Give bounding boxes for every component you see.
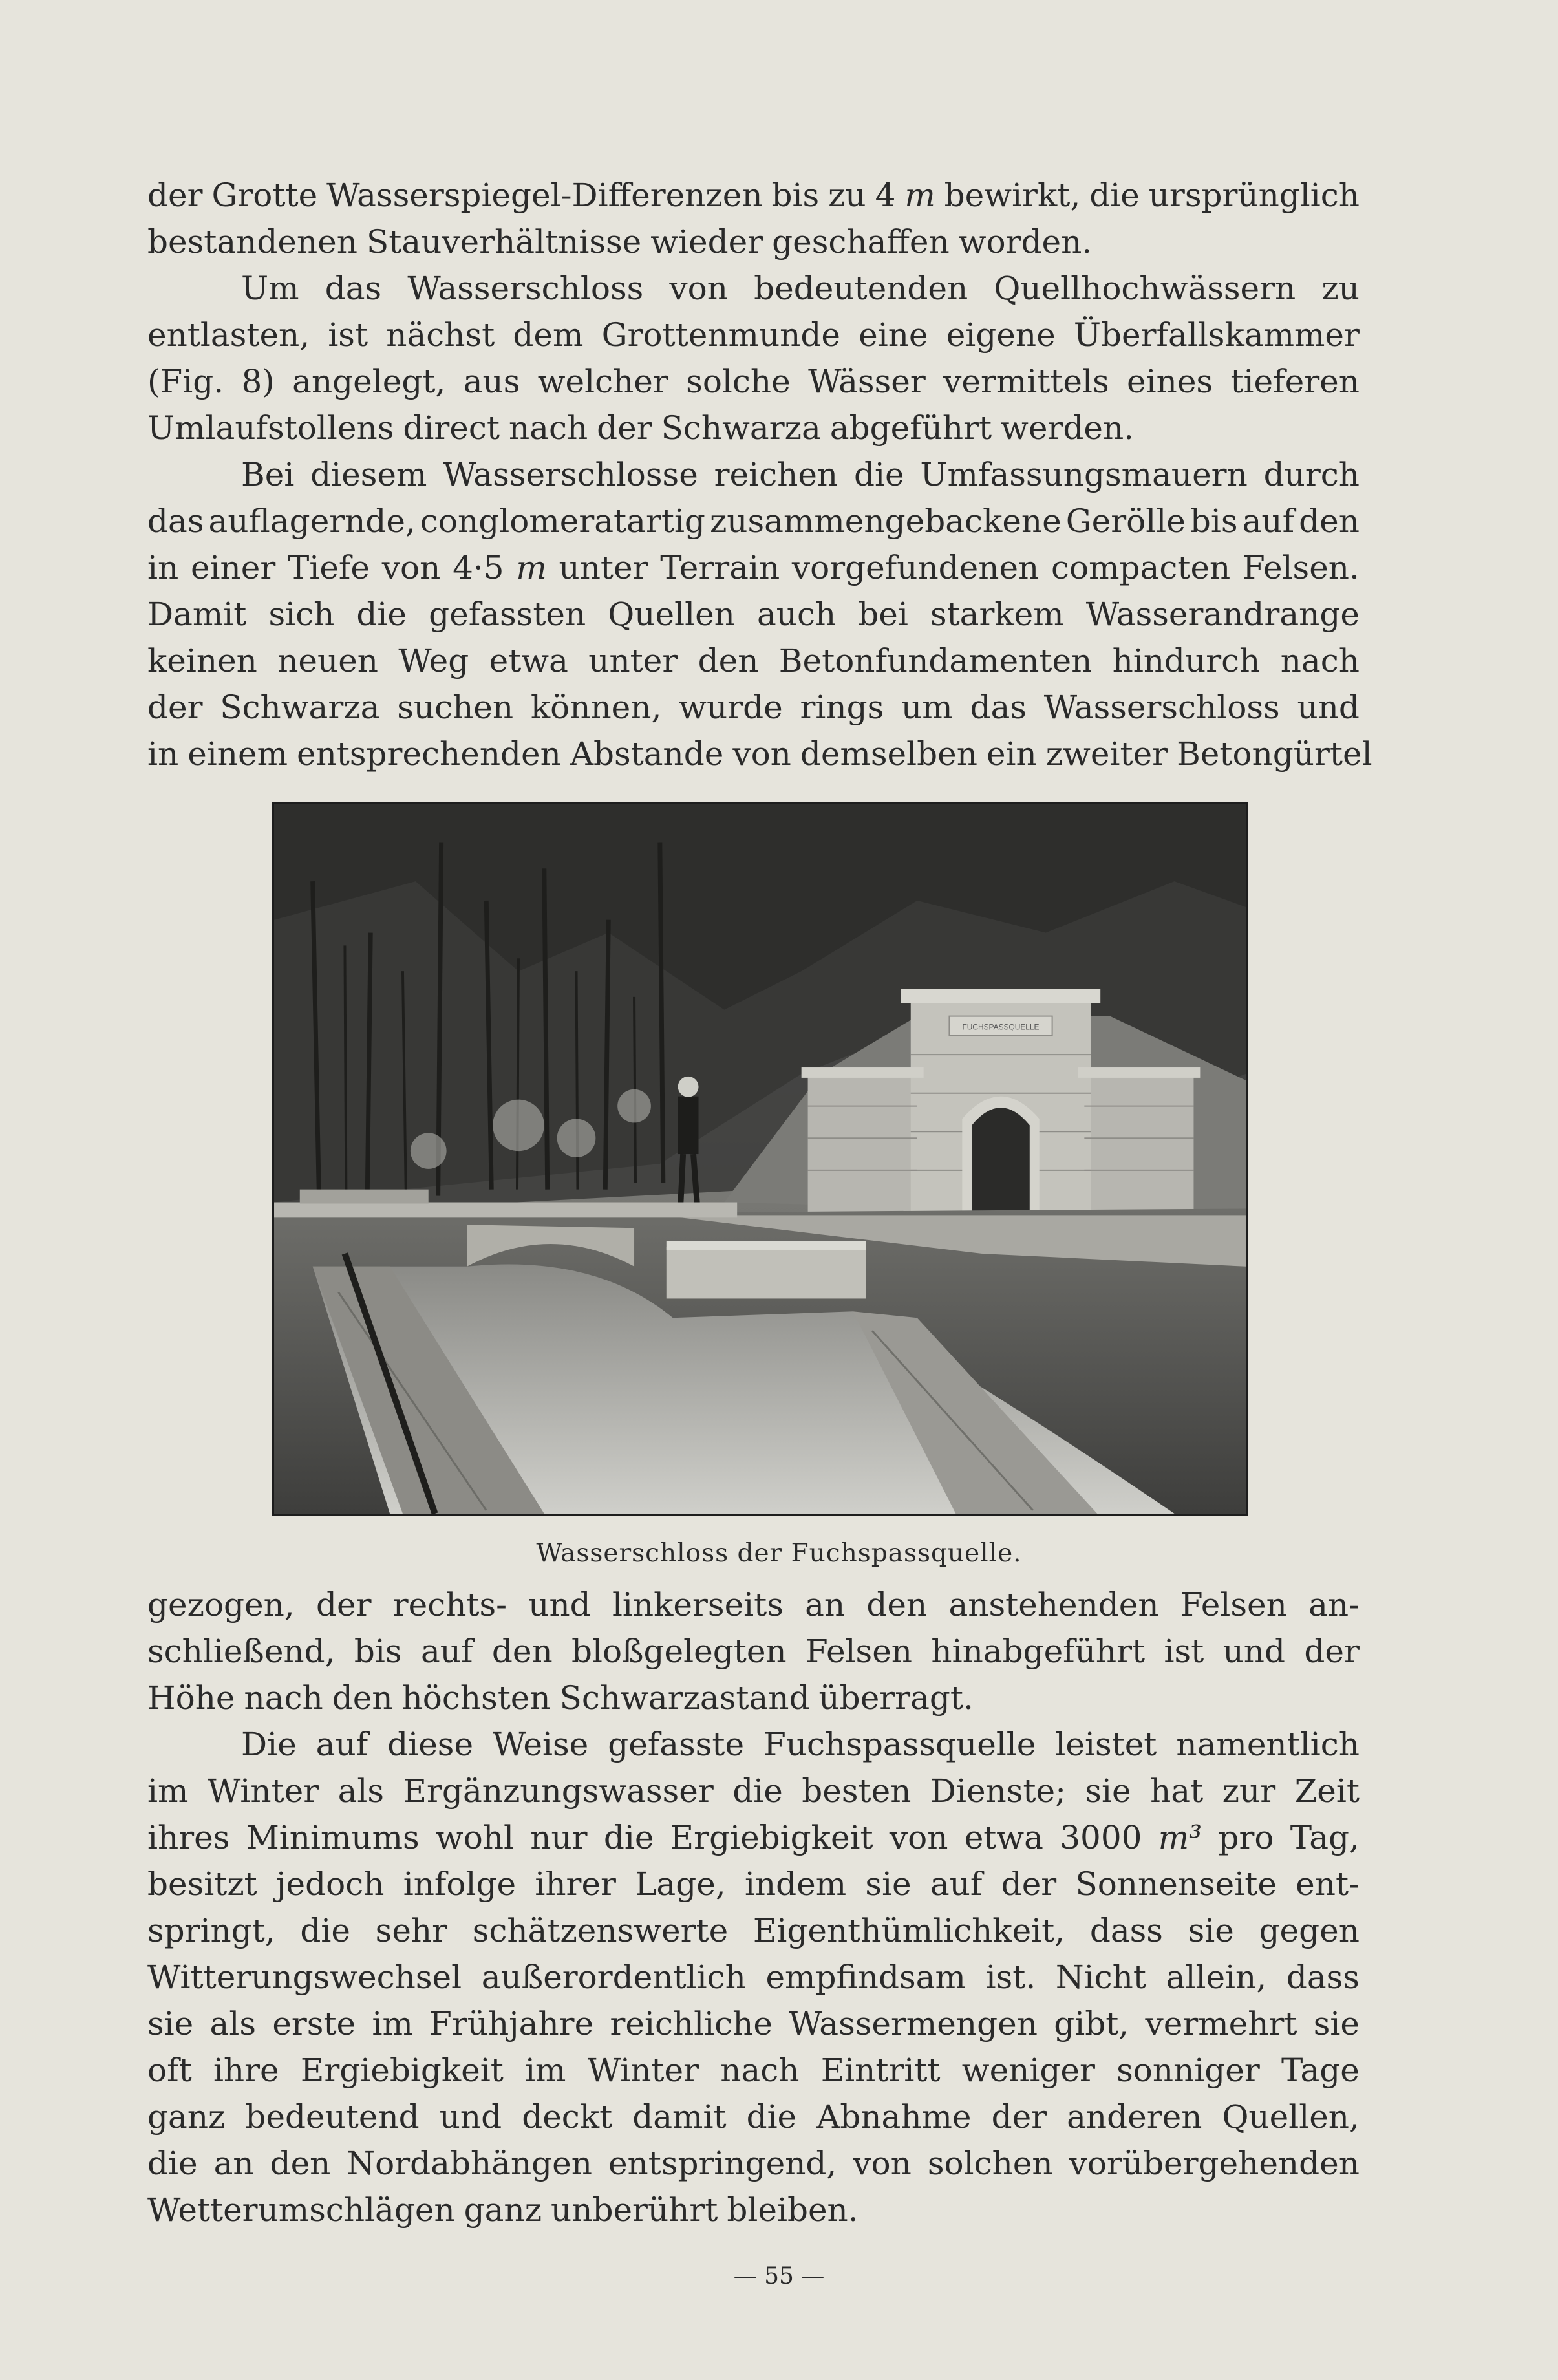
word: Zeit <box>1294 1772 1360 1810</box>
word: Schwarza <box>220 689 380 726</box>
word: wieder <box>650 223 763 261</box>
word: vorübergehenden <box>1069 2145 1360 2182</box>
word: 4·5 <box>453 549 504 586</box>
word: solche <box>686 363 791 400</box>
word: das <box>970 689 1027 726</box>
word: die <box>746 2098 797 2136</box>
word: Quellen, <box>1222 2098 1360 2136</box>
word: bloßgelegten <box>571 1633 787 1670</box>
word: sie <box>1085 1772 1131 1810</box>
word: erste <box>272 2005 356 2042</box>
word: Ergänzungswasser <box>403 1772 714 1810</box>
word: einer <box>190 549 276 586</box>
word: den <box>270 2145 331 2182</box>
word: nach <box>244 1679 323 1717</box>
word: gibt, <box>1054 2005 1129 2042</box>
word: Um <box>241 270 299 307</box>
word: Betongürtel <box>1177 735 1372 773</box>
word: eigene <box>946 316 1056 354</box>
text-line <box>147 1907 1360 1954</box>
word: damit <box>632 2098 727 2136</box>
paragraph <box>147 1581 1360 1721</box>
word: Grotte <box>211 177 318 214</box>
word: sie <box>147 2005 194 2042</box>
word: entspringend, <box>608 2145 837 2182</box>
word: dass <box>1286 1958 1360 1996</box>
word: bedeutenden <box>754 270 968 307</box>
inscription-plate: FUCHSPASSQUELLE <box>962 1022 1040 1032</box>
word: Die <box>241 1726 297 1763</box>
word: weniger <box>961 2052 1095 2089</box>
paragraph <box>147 265 1360 451</box>
word: keinen <box>147 642 257 680</box>
text-block-upper <box>147 172 1372 777</box>
word: Betonfundamenten <box>778 642 1093 680</box>
word: den <box>491 1633 553 1670</box>
text-line <box>147 498 1360 544</box>
word: von <box>669 270 728 307</box>
word: bestandenen <box>147 223 357 261</box>
word: linkerseits <box>612 1586 784 1624</box>
word: an <box>805 1586 846 1624</box>
word: sich <box>268 595 335 633</box>
text-line <box>147 312 1360 358</box>
word: sonniger <box>1116 2052 1260 2089</box>
text-line <box>147 591 1360 638</box>
word: namentlich <box>1176 1726 1360 1763</box>
word: bis <box>354 1633 402 1670</box>
word: und <box>439 2098 502 2136</box>
word: zu <box>1321 270 1360 307</box>
word: allein, <box>1166 1958 1267 1996</box>
word: Winter <box>587 2052 699 2089</box>
word: entlasten, <box>147 316 310 354</box>
word: compacten <box>1051 549 1231 586</box>
word: ihres <box>147 1819 230 1856</box>
text-line <box>147 1954 1360 2000</box>
word: bei <box>858 595 908 633</box>
word: Grottenmunde <box>601 316 840 354</box>
word: Wassermengen <box>789 2005 1038 2042</box>
word: Abstande <box>570 735 724 773</box>
page-number: — 55 — <box>733 2263 825 2289</box>
word: Witterungswechsel <box>147 1958 462 1996</box>
word: vorgefundenen <box>791 549 1040 586</box>
word: nur <box>530 1819 588 1856</box>
word: Wasserspiegel-Differenzen <box>326 177 763 214</box>
word: Schwarza <box>661 409 821 447</box>
word: nach <box>508 409 588 447</box>
word: die <box>853 456 904 493</box>
word: suchen <box>397 689 514 726</box>
word: rings <box>800 689 884 726</box>
word: und <box>1222 1633 1286 1670</box>
word: sehr <box>375 1912 448 1949</box>
word: auch <box>756 595 837 633</box>
text-line <box>147 2140 1360 2187</box>
word: Wässer <box>808 363 926 400</box>
word: hinabgeführt <box>931 1633 1146 1670</box>
word: reichen <box>714 456 838 493</box>
text-line <box>147 638 1360 684</box>
text-line <box>147 1861 1360 1907</box>
word: ganz <box>464 2191 542 2229</box>
word: den <box>866 1586 928 1624</box>
word: gefassten <box>429 595 586 633</box>
word: besten <box>802 1772 912 1810</box>
word: Tage <box>1281 2052 1360 2089</box>
word: der <box>147 689 203 726</box>
word: Felsen <box>806 1633 912 1670</box>
word: geschaffen <box>772 223 950 261</box>
word: nach <box>720 2052 800 2089</box>
word: Tag, <box>1290 1819 1360 1856</box>
word: Ergiebigkeit <box>670 1819 873 1856</box>
word: und <box>528 1586 591 1624</box>
word: Überfallskammer <box>1073 316 1360 354</box>
text-line <box>147 172 1360 219</box>
word: von <box>853 2145 912 2182</box>
word: im <box>372 2005 413 2042</box>
word: Ergiebigkeit <box>300 2052 504 2089</box>
word: abgeführt <box>829 409 992 447</box>
word: im <box>147 1772 189 1810</box>
text-line <box>147 544 1360 591</box>
word: aus <box>463 363 520 400</box>
word: solchen <box>927 2145 1053 2182</box>
word: im <box>525 2052 566 2089</box>
word: Frühjahre <box>429 2005 594 2042</box>
word: tieferen <box>1230 363 1360 400</box>
word: zweiter <box>1045 735 1168 773</box>
word: nächst <box>386 316 495 354</box>
word: bedeutend <box>245 2098 420 2136</box>
text-line <box>147 358 1360 405</box>
word: Weise <box>493 1726 589 1763</box>
text-line <box>147 1628 1360 1675</box>
word: Eigenthümlichkeit, <box>752 1912 1065 1949</box>
text-line <box>147 1814 1360 1861</box>
word: besitzt <box>147 1865 257 1903</box>
word: empfindsam <box>765 1958 966 1996</box>
word: hindurch <box>1112 642 1261 680</box>
word: ein <box>986 735 1037 773</box>
word: höchsten <box>401 1679 551 1717</box>
text-block-lower <box>147 1581 1360 2233</box>
word: sie <box>865 1865 912 1903</box>
word: Nicht <box>1055 1958 1146 1996</box>
word: auf <box>930 1865 983 1903</box>
word: Dienste; <box>930 1772 1066 1810</box>
word: Tiefe <box>287 549 370 586</box>
word: Umlaufstollens <box>147 409 394 447</box>
text-line <box>147 684 1360 731</box>
word: deckt <box>522 2098 613 2136</box>
word: leistet <box>1055 1726 1157 1763</box>
word: der <box>315 1586 372 1624</box>
word: dass <box>1089 1912 1163 1949</box>
word: springt, <box>147 1912 275 1949</box>
word: Wetterumschlägen <box>147 2191 455 2229</box>
text-line <box>147 1768 1360 1814</box>
word: der <box>147 177 203 214</box>
word: Wasserschloss <box>1043 689 1280 726</box>
word: rechts- <box>392 1586 507 1624</box>
word: eine <box>859 316 928 354</box>
word: die <box>603 1819 654 1856</box>
word: indem <box>744 1865 847 1903</box>
word: Umfassungsmauern <box>920 456 1248 493</box>
word: auf <box>1242 502 1295 540</box>
word: den <box>332 1679 393 1717</box>
word: unberührt <box>551 2191 718 2229</box>
word: Weg <box>398 642 469 680</box>
word: sie <box>1188 1912 1234 1949</box>
text-line <box>147 731 1372 777</box>
word: Winter <box>207 1772 319 1810</box>
word: und <box>1297 689 1360 726</box>
word: etwa <box>964 1819 1043 1856</box>
word: sie <box>1313 2005 1360 2042</box>
word: Schwarzastand <box>559 1679 810 1717</box>
text-line <box>147 265 1360 312</box>
word: als <box>337 1772 385 1810</box>
text-line <box>147 1721 1360 1768</box>
word: wurde <box>679 689 783 726</box>
word: gezogen, <box>147 1586 295 1624</box>
word: Felsen <box>1180 1586 1287 1624</box>
word: wohl <box>435 1819 515 1856</box>
word: Fuchspassquelle <box>763 1726 1036 1763</box>
word: gegen <box>1259 1912 1360 1949</box>
word: das <box>147 502 204 540</box>
word: Quellen <box>608 595 735 633</box>
word: nach <box>1280 642 1360 680</box>
word: vermittels <box>943 363 1109 400</box>
word: der <box>991 2098 1047 2136</box>
word: an- <box>1308 1586 1360 1624</box>
word: Höhe <box>147 1679 235 1717</box>
word: von <box>889 1819 948 1856</box>
word: werden. <box>1001 409 1135 447</box>
word: Terrain <box>660 549 780 586</box>
word: der <box>1304 1633 1360 1670</box>
word: starkem <box>930 595 1064 633</box>
text-line <box>147 2000 1360 2047</box>
word: Sonnenseite <box>1075 1865 1277 1903</box>
word: ihre <box>213 2052 279 2089</box>
word: Wasserschlosse <box>443 456 698 493</box>
word: neuen <box>277 642 379 680</box>
word: gefasste <box>608 1726 745 1763</box>
word: an <box>213 2145 254 2182</box>
word: dem <box>513 316 584 354</box>
word: Eintritt <box>820 2052 941 2089</box>
word: jedoch <box>276 1865 385 1903</box>
word: entsprechenden <box>297 735 561 773</box>
figure-photograph <box>272 802 1248 1516</box>
word: diese <box>387 1726 474 1763</box>
word: auf <box>420 1633 473 1670</box>
word: schätzenswerte <box>472 1912 729 1949</box>
word: schließend, <box>147 1633 336 1670</box>
word: der <box>1001 1865 1057 1903</box>
word: in <box>147 549 179 586</box>
text-line <box>147 405 1360 451</box>
word: das <box>325 270 382 307</box>
word: m <box>904 177 935 214</box>
word: der <box>597 409 652 447</box>
word: 3000 <box>1060 1819 1142 1856</box>
word: diesem <box>310 456 427 493</box>
word: zur <box>1222 1772 1276 1810</box>
word: die <box>300 1912 351 1949</box>
word: Abnahme <box>816 2098 972 2136</box>
word: Bei <box>241 456 295 493</box>
text-line <box>147 2187 1360 2233</box>
word: können, <box>530 689 662 726</box>
text-line <box>147 451 1360 498</box>
word: (Fig. <box>147 363 224 400</box>
word: den <box>698 642 759 680</box>
word: bis <box>1190 502 1238 540</box>
text-line <box>147 1581 1360 1628</box>
word: ursprünglich <box>1148 177 1360 214</box>
word: welcher <box>537 363 668 400</box>
word: von <box>381 549 441 586</box>
word: die <box>732 1772 783 1810</box>
word: ganz <box>147 2098 226 2136</box>
word: bis <box>771 177 820 214</box>
word: ist <box>328 316 368 354</box>
word: oft <box>147 2052 192 2089</box>
text-line <box>147 2047 1360 2094</box>
word: einem <box>187 735 288 773</box>
word: bewirkt, <box>944 177 1081 214</box>
word: worden. <box>958 223 1093 261</box>
word: Damit <box>147 595 247 633</box>
word: ist. <box>985 1958 1036 1996</box>
text-line <box>147 219 1360 265</box>
word: unter <box>588 642 678 680</box>
word: Felsen. <box>1243 549 1360 586</box>
word: von <box>732 735 791 773</box>
word: direct <box>403 409 500 447</box>
word: auflagernde, <box>208 502 416 540</box>
word: eines <box>1127 363 1213 400</box>
word: außerordentlich <box>481 1958 746 1996</box>
word: als <box>209 2005 257 2042</box>
word: unter <box>559 549 648 586</box>
word: die <box>147 2145 198 2182</box>
paragraph <box>147 1721 1360 2233</box>
word: die <box>356 595 407 633</box>
word: den <box>1299 502 1360 540</box>
text-line <box>147 1675 1360 1721</box>
word: Lage, <box>635 1865 726 1903</box>
word: 4 <box>875 177 896 214</box>
word: etwa <box>489 642 568 680</box>
word: zu <box>828 177 866 214</box>
word: demselben <box>800 735 977 773</box>
word: Nordabhängen <box>347 2145 592 2182</box>
word: conglomeratartig <box>420 502 705 540</box>
word: Gerölle <box>1065 502 1186 540</box>
word: anderen <box>1067 2098 1202 2136</box>
word: Minimums <box>246 1819 420 1856</box>
word: in <box>147 735 179 773</box>
word: Wasserschloss <box>407 270 644 307</box>
word: pro <box>1218 1819 1274 1856</box>
word: durch <box>1263 456 1360 493</box>
photo-wasserschloss <box>274 804 1246 1514</box>
word: m³ <box>1158 1819 1202 1856</box>
word: ihrer <box>535 1865 616 1903</box>
word: Wasserandrange <box>1085 595 1360 633</box>
text-line <box>147 2094 1360 2140</box>
word: reichliche <box>610 2005 773 2042</box>
figure-caption: Wasserschloss der Fuchspassquelle. <box>536 1539 1022 1568</box>
paragraph <box>147 451 1372 777</box>
word: bleiben. <box>727 2191 859 2229</box>
word: zusammengebackene <box>709 502 1062 540</box>
word: die <box>1089 177 1140 214</box>
paragraph <box>147 172 1360 265</box>
word: um <box>901 689 953 726</box>
word: m <box>516 549 547 586</box>
word: anstehenden <box>948 1586 1159 1624</box>
word: ist <box>1164 1633 1204 1670</box>
word: hat <box>1150 1772 1204 1810</box>
word: Stauverhältnisse <box>366 223 642 261</box>
word: überragt. <box>818 1679 974 1717</box>
word: Quellhochwässern <box>994 270 1296 307</box>
word: ent- <box>1296 1865 1360 1903</box>
word: angelegt, <box>292 363 446 400</box>
word: auf <box>315 1726 368 1763</box>
word: infolge <box>403 1865 517 1903</box>
word: vermehrt <box>1145 2005 1297 2042</box>
word: 8) <box>241 363 275 400</box>
